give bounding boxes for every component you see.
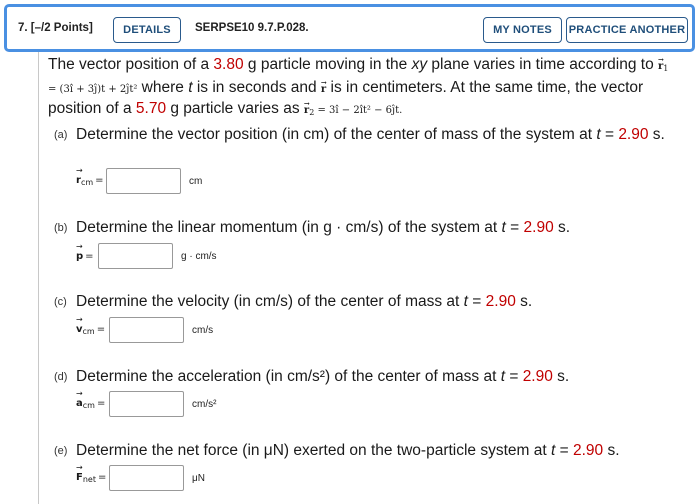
part-question: Determine the vector position (in cm) of the center of mass of the system at t = 2.90 s. bbox=[76, 126, 665, 143]
my-notes-button[interactable]: MY NOTES bbox=[483, 17, 562, 43]
answer-symbol: → $v_{cm}$ = bbox=[76, 315, 106, 336]
part-question: Determine the linear momentum (in g · cm/s) of the system at t = 2.90 s. bbox=[76, 219, 571, 236]
question-number: 7. [–/2 Points] bbox=[18, 22, 93, 34]
part-question: Determine the velocity (in cm/s) of the center of mass at t = 2.90 s. bbox=[76, 293, 533, 310]
answer-row-a bbox=[76, 168, 202, 194]
r2-equation: → $r_2$ = 3î − 2ît² − 6ĵt. bbox=[304, 105, 402, 116]
question-id: SERPSE10 9.7.P.028. bbox=[195, 22, 309, 34]
part-label: (c) bbox=[54, 296, 67, 308]
mass-1: 3.80 bbox=[213, 56, 244, 73]
problem-statement: The vector position of a 3.80 g particle moving in the xy plane varies in time according to → $r_1$ = (3î + 3ĵ)t + 2ĵt² where t is in seconds and → r is in centimeters. At the same time, the vector position of a 5.70 g particle varies as → $r_2$ = 3î − 2ît² − 6ĵt. bbox=[48, 55, 678, 122]
unit-label: g · cm/s bbox=[181, 250, 217, 262]
answer-input-a[interactable] bbox=[106, 168, 181, 194]
part-label: (e) bbox=[54, 445, 68, 457]
answer-input-e[interactable] bbox=[109, 465, 184, 491]
answer-symbol: → $r_{cm}$ = bbox=[76, 166, 104, 187]
answer-input-b[interactable] bbox=[98, 243, 173, 269]
part-label: (b) bbox=[54, 222, 68, 234]
answer-row-b bbox=[76, 243, 217, 269]
answer-input-d[interactable] bbox=[109, 391, 184, 417]
question-header bbox=[4, 4, 695, 52]
unit-label: cm bbox=[189, 175, 203, 187]
part-question: Determine the acceleration (in cm/s²) of the center of mass at t = 2.90 s. bbox=[76, 368, 570, 385]
points-label: [–/2 Points] bbox=[30, 22, 93, 34]
part-label: (a) bbox=[54, 129, 68, 141]
mass-2: 5.70 bbox=[135, 100, 167, 117]
answer-input-c[interactable] bbox=[109, 317, 184, 343]
r1-equation: → $r_1$ = (3î + 3ĵ)t + 2ĵt² bbox=[48, 61, 668, 95]
answer-row-c bbox=[76, 317, 213, 343]
part-question: Determine the net force (in μN) exerted on the two-particle system at t = 2.90 s. bbox=[76, 442, 620, 459]
content-left-border bbox=[38, 52, 39, 504]
answer-row-d bbox=[76, 391, 216, 417]
unit-label: cm/s² bbox=[192, 398, 217, 410]
practice-another-button[interactable]: PRACTICE ANOTHER bbox=[566, 17, 688, 43]
answer-row-e bbox=[76, 465, 205, 491]
part-label: (d) bbox=[54, 371, 68, 383]
unit-label: cm/s bbox=[192, 324, 214, 336]
answer-symbol: → $a_{cm}$ = bbox=[76, 389, 106, 410]
answer-symbol: → p = bbox=[76, 241, 94, 262]
unit-label: μN bbox=[192, 472, 205, 484]
answer-symbol: → $F_{net}$ = bbox=[76, 463, 107, 484]
details-button[interactable]: DETAILS bbox=[113, 17, 181, 43]
